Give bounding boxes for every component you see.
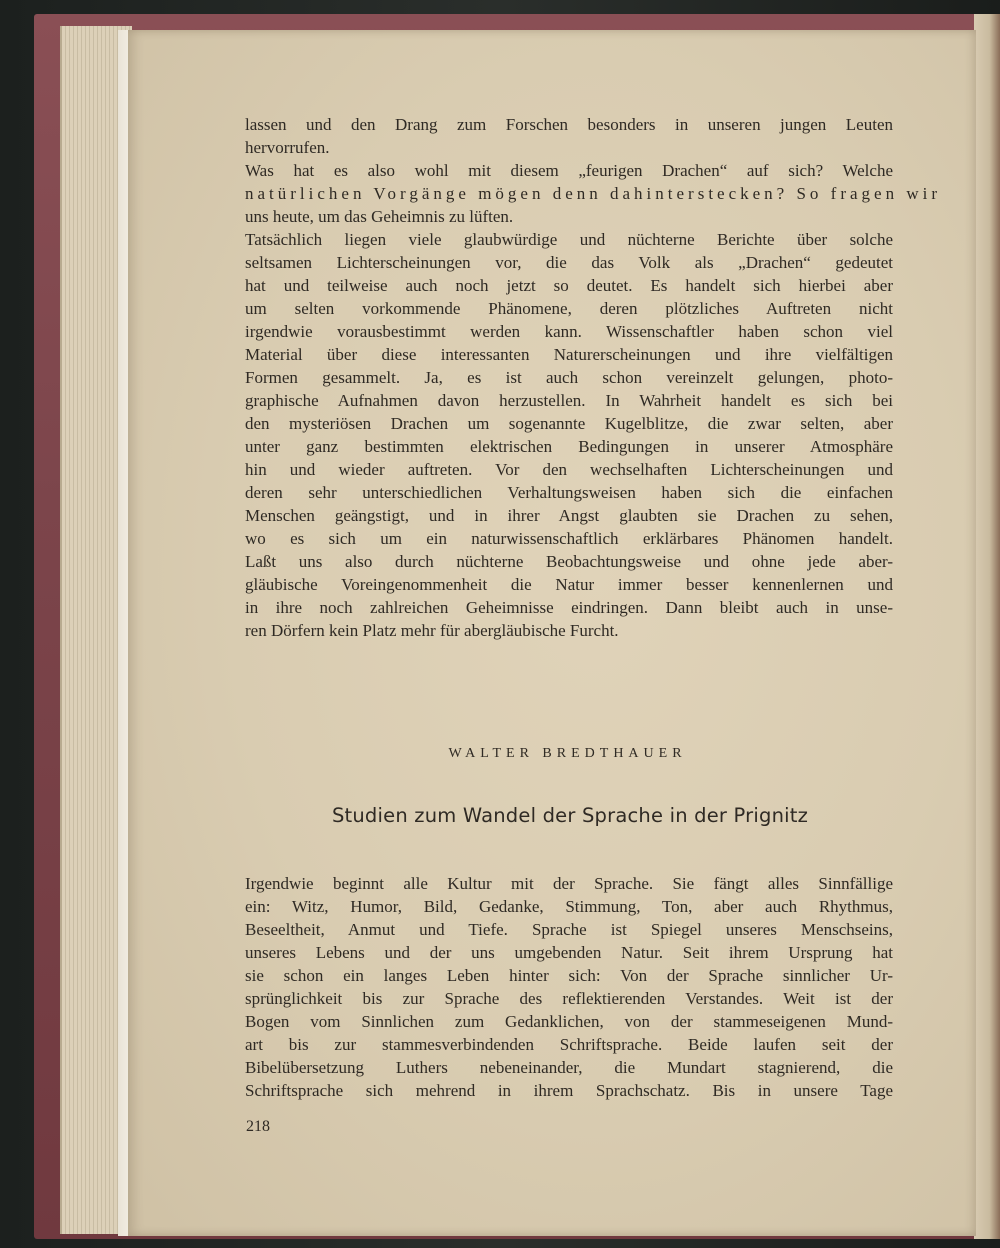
text-line: natürlichen Vorgänge mögen denn dahinterstecken? So fragen wir — [245, 184, 942, 203]
text-line: lassen und den Drang zum Forschen besonders in unseren jungen Leuten — [245, 115, 893, 134]
text-line: den mysteriösen Drachen um sogenannte Kugelblitze, die zwar selten, aber — [245, 414, 893, 433]
text-line: seltsamen Lichterscheinungen vor, die das Volk als „Drachen“ gedeutet — [245, 253, 893, 272]
text-line: deren sehr unterschiedlichen Verhaltungsweisen haben sich die einfachen — [245, 483, 893, 502]
text-line: graphische Aufnahmen davon herzustellen. In Wahrheit handelt es sich bei — [245, 391, 893, 410]
text-line: Material über diese interessanten Naturerscheinungen und ihre vielfältigen — [245, 345, 893, 364]
text-line: sprünglichkeit bis zur Sprache des reflektierenden Verstandes. Weit ist der — [245, 989, 893, 1008]
text-line: unseres Lebens und der uns umgebenden Natur. Seit ihrem Ursprung hat — [245, 943, 893, 962]
text-line: hin und wieder auftreten. Vor den wechselhaften Lichterscheinungen und — [245, 460, 893, 479]
text-line: Schriftsprache sich mehrend in ihrem Sprachschatz. Bis in unsere Tage — [245, 1081, 893, 1100]
text-line: Was hat es also wohl mit diesem „feurigen Drachen“ auf sich? Welche — [245, 161, 893, 180]
text-line: Menschen geängstigt, und in ihrer Angst glaubten sie Drachen zu sehen, — [245, 506, 893, 525]
text-line: ein: Witz, Humor, Bild, Gedanke, Stimmung, Ton, aber auch Rhythmus, — [245, 897, 893, 916]
text-line: Formen gesammelt. Ja, es ist auch schon vereinzelt gelungen, photo- — [245, 368, 893, 387]
text-line: wo es sich um ein naturwissenschaftlich erklärbares Phänomen handelt. — [245, 529, 893, 548]
page-number: 218 — [246, 1118, 270, 1135]
text-line: Irgendwie beginnt alle Kultur mit der Sprache. Sie fängt alles Sinnfällige — [245, 874, 893, 893]
text-line: irgendwie vorausbestimmt werden kann. Wissenschaftler haben schon viel — [245, 322, 893, 341]
right-page-stack — [974, 14, 1000, 1239]
text-line: in ihre noch zahlreichen Geheimnisse eindringen. Dann bleibt auch in unse- — [245, 598, 893, 617]
text-line: um selten vorkommende Phänomene, deren plötzliches Auftreten nicht — [245, 299, 893, 318]
author-name: WALTER BREDTHAUER — [448, 746, 687, 761]
paragraph-block-2 — [245, 872, 893, 1102]
text-line: Beseeltheit, Anmut und Tiefe. Sprache ist Spiegel unseres Menschseins, — [245, 920, 893, 939]
text-line: ren Dörfern kein Platz mehr für abergläubische Furcht. — [245, 621, 619, 640]
text-line: hat und teilweise auch noch jetzt so deutet. Es handelt sich hierbei aber — [245, 276, 893, 295]
text-line: Tatsächlich liegen viele glaubwürdige und nüchterne Berichte über solche — [245, 230, 893, 249]
text-line: Bibelübersetzung Luthers nebeneinander, die Mundart stagnierend, die — [245, 1058, 893, 1077]
text-line: sie schon ein langes Leben hinter sich: Von der Sprache sinnlicher Ur- — [245, 966, 893, 985]
text-line: Laßt uns also durch nüchterne Beobachtungsweise und ohne jede aber- — [245, 552, 893, 571]
text-line: art bis zur stammesverbindenden Schriftsprache. Beide laufen seit der — [245, 1035, 893, 1054]
paragraph-block-1 — [245, 113, 942, 642]
text-line: hervorrufen. — [245, 138, 330, 157]
text-line: unter ganz bestimmten elektrischen Bedingungen in unserer Atmosphäre — [245, 437, 893, 456]
text-line: uns heute, um das Geheimnis zu lüften. — [245, 207, 514, 226]
text-line: Bogen vom Sinnlichen zum Gedanklichen, von der stammeseigenen Mund- — [245, 1012, 893, 1031]
chapter-title: Studien zum Wandel der Sprache in der Prignitz — [331, 804, 809, 827]
text-line: gläubische Voreingenommenheit die Natur immer besser kennenlernen und — [245, 575, 893, 594]
